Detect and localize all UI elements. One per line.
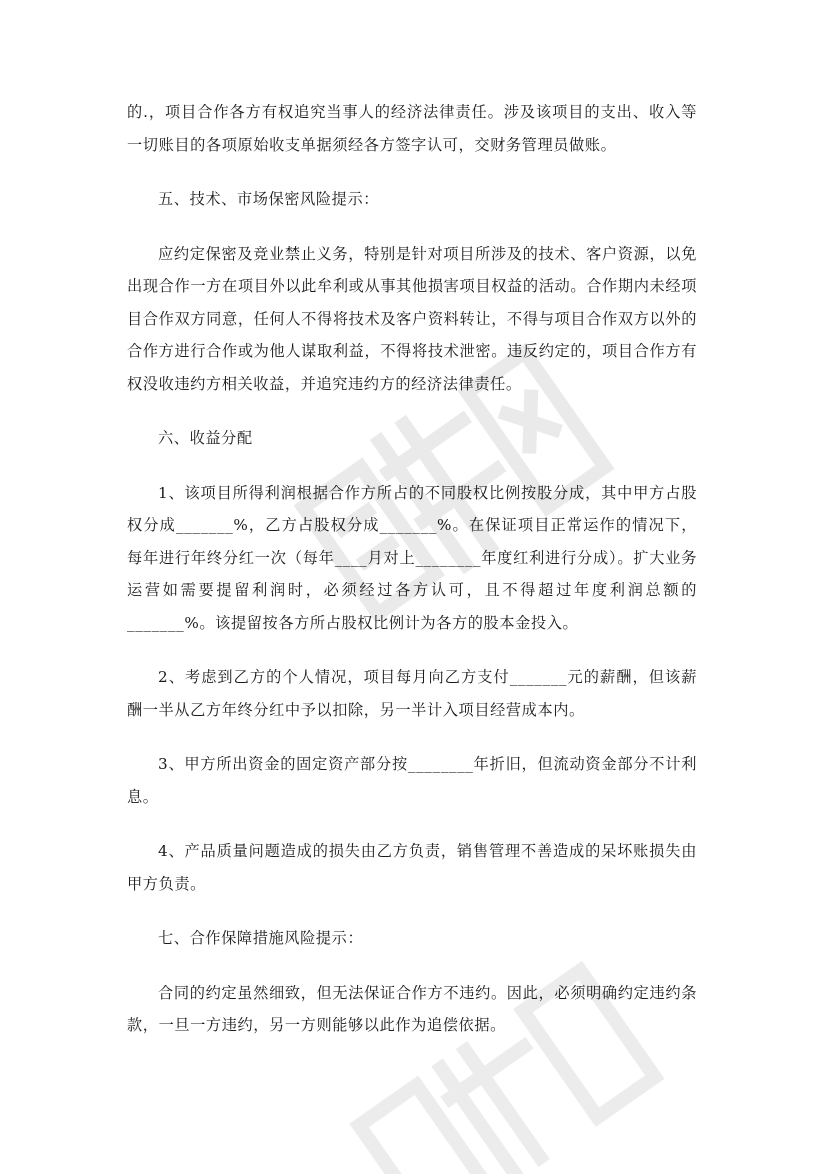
- paragraph-accounting: 的.，项目合作各方有权追究当事人的经济法律责任。涉及该项目的支出、收入等一切账目的各项原始收支单据须经各方签字认可，交财务管理员做账。: [127, 103, 697, 154]
- paragraph-guarantee: 合同的约定虽然细致，但无法保证合作方不违约。因此，必须明确约定违约条款，一旦一方违约，另一方则能够以此作为追偿依据。: [127, 983, 697, 1034]
- section-heading-profit-distribution: 六、收益分配: [158, 429, 253, 447]
- paragraph-confidentiality: 应约定保密及竞业禁止义务，特别是针对项目所涉及的技术、客户资源，以免出现合作一方在项目外以此牟利或从事其他损害项目权益的活动。合作期内未经项目合作双方同意，任何人不得将技术及客户资料转让，不得与项目合作双方以外的合作方进行合作或为他人谋取利益，不得将技术泄密。违反约定的，项目合作方有权没收违约方相关收益，并追究违约方的经济法律责任。: [127, 244, 697, 393]
- document-body: [127, 96, 697, 1064]
- paragraph-profit-clause-3: 3、甲方所出资金的固定资产部分按________年折旧，但流动资金部分不计利息。: [127, 755, 697, 806]
- section-heading-guarantee: 七、合作保障措施风险提示：: [158, 929, 364, 947]
- section-heading-confidentiality: 五、技术、市场保密风险提示：: [158, 190, 380, 208]
- paragraph-profit-clause-4: 4、产品质量问题造成的损失由乙方负责，销售管理不善造成的呆坏账损失由甲方负责。: [127, 842, 697, 893]
- paragraph-profit-clause-1: 1、该项目所得利润根据合作方所占的不同股权比例按股分成，其中甲方占股权分成_______%，乙方占股权分成_______%。在保证项目正常运作的情况下，每年进行年终分红一次（每年____月对上________年度红利进行分成）。扩大业务运营如需要提留利润时，必须经过各方认可，且不得超过年度利润总额的_______%。该提留按各方所占股权比例计为各方的股本金投入。: [127, 483, 697, 632]
- paragraph-profit-clause-2: 2、考虑到乙方的个人情况，项目每月向乙方支付_______元的薪酬，但该薪酬一半从乙方年终分红中予以扣除，另一半计入项目经营成本内。: [127, 668, 697, 719]
